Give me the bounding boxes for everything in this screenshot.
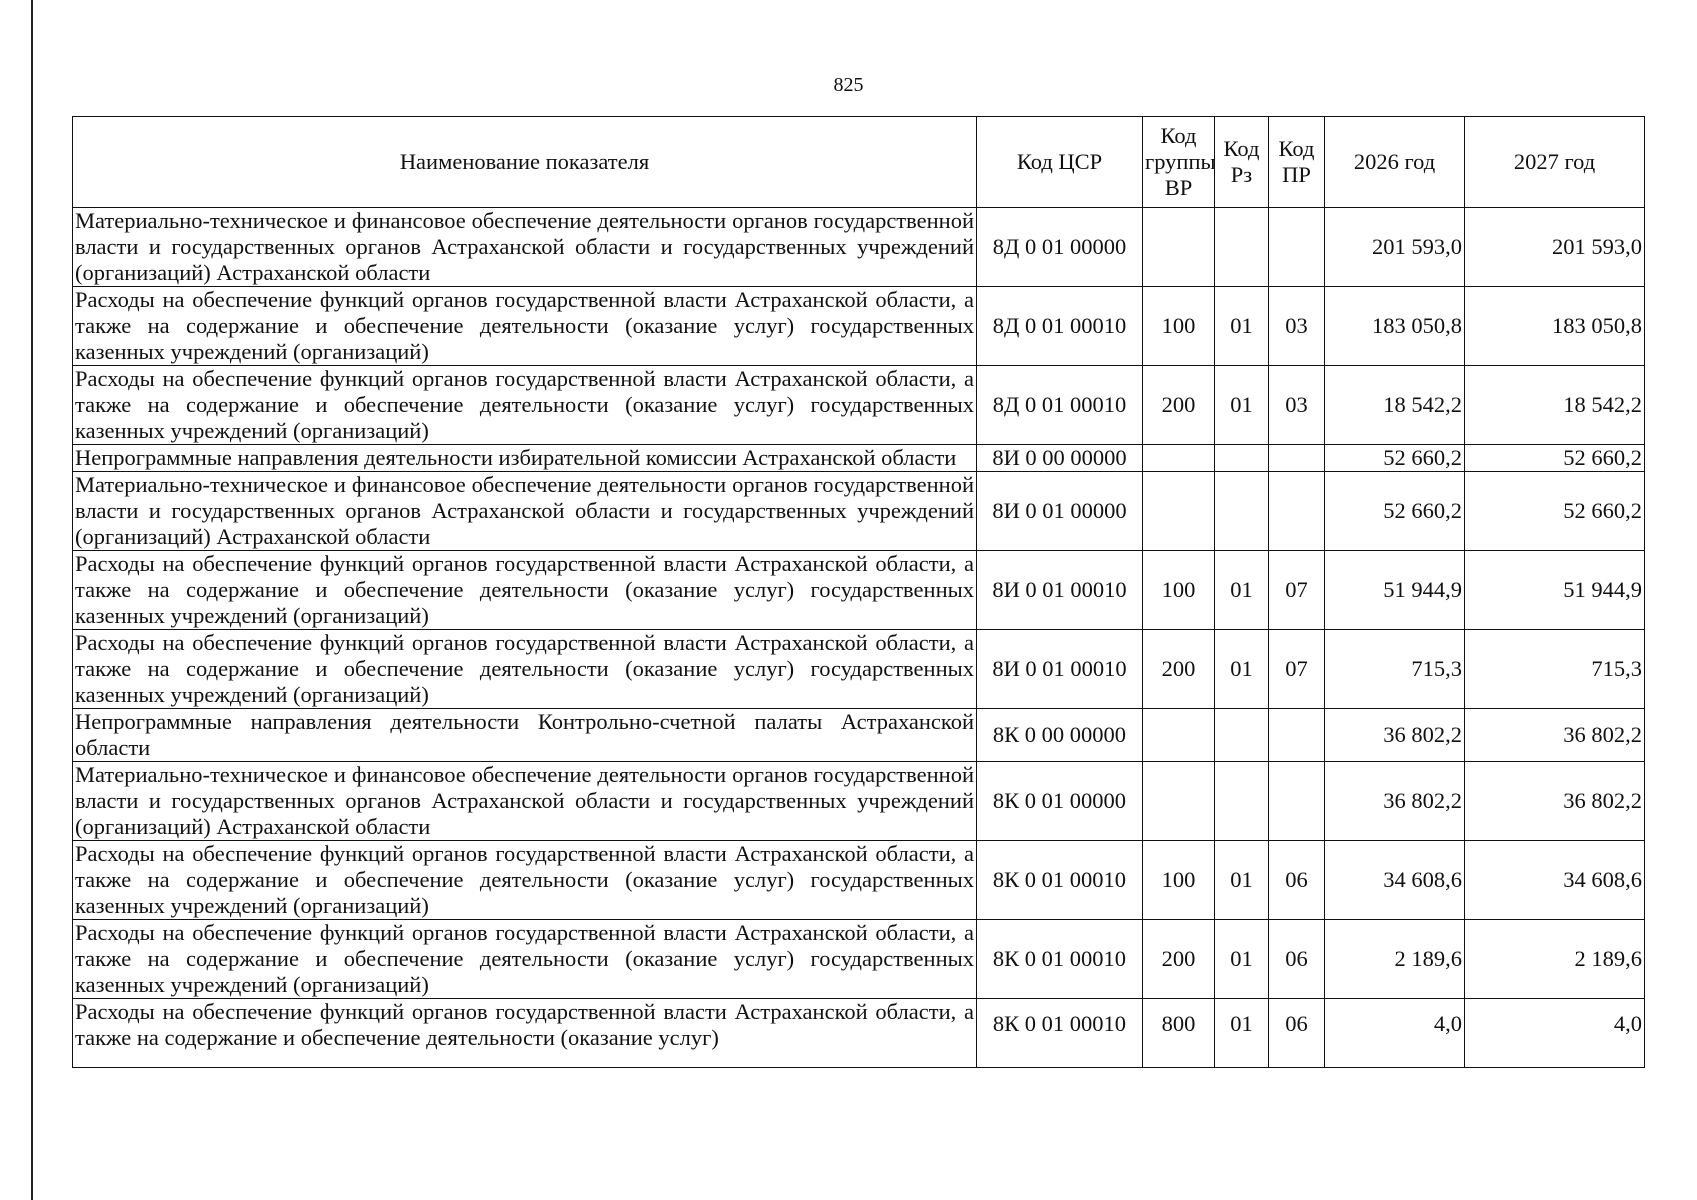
cell-csr: 8Д 0 01 00010 [977, 287, 1143, 366]
header-name: Наименование показателя [73, 117, 977, 208]
cell-pr: 06 [1269, 920, 1325, 999]
table-row [73, 762, 1645, 841]
table-row [73, 841, 1645, 920]
table-row [73, 630, 1645, 709]
cell-csr: 8И 0 01 00000 [977, 472, 1143, 551]
cell-vr [1143, 208, 1215, 287]
cell-vr: 100 [1143, 841, 1215, 920]
cell-2027: 36 802,2 [1465, 709, 1645, 762]
table-row [73, 551, 1645, 630]
cell-rz [1215, 208, 1269, 287]
cell-2027: 52 660,2 [1465, 472, 1645, 551]
cell-csr: 8К 0 01 00010 [977, 920, 1143, 999]
cell-rz [1215, 762, 1269, 841]
cell-name: Материально-техническое и финансовое обеспечение деятельности органов государственной власти и государственных органов Астраханской области и государственных учреждений (организаций) Астраханской области [73, 472, 977, 551]
cell-2026: 51 944,9 [1325, 551, 1465, 630]
cell-vr [1143, 762, 1215, 841]
cell-csr: 8Д 0 01 00000 [977, 208, 1143, 287]
cell-pr [1269, 472, 1325, 551]
cell-pr: 06 [1269, 841, 1325, 920]
cell-rz: 01 [1215, 630, 1269, 709]
cell-rz [1215, 472, 1269, 551]
cell-vr: 100 [1143, 551, 1215, 630]
cell-name: Материально-техническое и финансовое обеспечение деятельности органов государственной власти и государственных органов Астраханской области и государственных учреждений (организаций) Астраханской области [73, 208, 977, 287]
cell-2026: 52 660,2 [1325, 445, 1465, 472]
cell-name: Расходы на обеспечение функций органов государственной власти Астраханской области, а также на содержание и обеспечение деятельности (оказание услуг) государственных казенных учреждений (организаций) [73, 920, 977, 999]
cell-pr [1269, 208, 1325, 287]
cell-pr: 03 [1269, 287, 1325, 366]
budget-table [72, 116, 1645, 1068]
cell-2026: 18 542,2 [1325, 366, 1465, 445]
header-rz: Код Рз [1215, 117, 1269, 208]
table-row [73, 445, 1645, 472]
cell-2027: 51 944,9 [1465, 551, 1645, 630]
cell-rz: 01 [1215, 287, 1269, 366]
cell-vr: 100 [1143, 287, 1215, 366]
cell-name: Расходы на обеспечение функций органов государственной власти Астраханской области, а также на содержание и обеспечение деятельности (оказание услуг) государственных казенных учреждений (организаций) [73, 630, 977, 709]
table-body [73, 208, 1645, 1068]
cell-name: Расходы на обеспечение функций органов государственной власти Астраханской области, а также на содержание и обеспечение деятельности (оказание услуг) государственных казенных учреждений (организаций) [73, 551, 977, 630]
cell-pr: 07 [1269, 630, 1325, 709]
cell-csr: 8И 0 00 00000 [977, 445, 1143, 472]
cell-vr [1143, 445, 1215, 472]
cell-name: Расходы на обеспечение функций органов государственной власти Астраханской области, а также на содержание и обеспечение деятельности (оказание услуг) государственных казенных учреждений (организаций) [73, 287, 977, 366]
cell-2026: 201 593,0 [1325, 208, 1465, 287]
header-pr: Код ПР [1269, 117, 1325, 208]
cell-csr: 8К 0 00 00000 [977, 709, 1143, 762]
cell-pr: 03 [1269, 366, 1325, 445]
cell-pr: 06 [1269, 999, 1325, 1068]
cell-2026: 34 608,6 [1325, 841, 1465, 920]
cell-2027: 18 542,2 [1465, 366, 1645, 445]
cell-csr: 8К 0 01 00000 [977, 762, 1143, 841]
cell-2026: 4,0 [1325, 999, 1465, 1068]
cell-name: Расходы на обеспечение функций органов государственной власти Астраханской области, а также на содержание и обеспечение деятельности (оказание услуг) [73, 999, 977, 1068]
cell-2027: 52 660,2 [1465, 445, 1645, 472]
cell-vr: 200 [1143, 630, 1215, 709]
cell-name: Расходы на обеспечение функций органов государственной власти Астраханской области, а также на содержание и обеспечение деятельности (оказание услуг) государственных казенных учреждений (организаций) [73, 366, 977, 445]
binding-line [31, 0, 33, 1200]
cell-pr [1269, 445, 1325, 472]
cell-rz: 01 [1215, 841, 1269, 920]
cell-2027: 4,0 [1465, 999, 1645, 1068]
cell-csr: 8И 0 01 00010 [977, 551, 1143, 630]
cell-rz: 01 [1215, 999, 1269, 1068]
cell-vr: 200 [1143, 366, 1215, 445]
cell-2027: 34 608,6 [1465, 841, 1645, 920]
page-number: 825 [833, 74, 864, 96]
cell-2026: 183 050,8 [1325, 287, 1465, 366]
table-row [73, 472, 1645, 551]
cell-csr: 8Д 0 01 00010 [977, 366, 1143, 445]
cell-rz: 01 [1215, 920, 1269, 999]
table-row [73, 287, 1645, 366]
table-row [73, 208, 1645, 287]
cell-rz [1215, 445, 1269, 472]
cell-name: Материально-техническое и финансовое обеспечение деятельности органов государственной власти и государственных органов Астраханской области и государственных учреждений (организаций) Астраханской области [73, 762, 977, 841]
table-row [73, 366, 1645, 445]
table-row [73, 709, 1645, 762]
cell-2027: 715,3 [1465, 630, 1645, 709]
cell-2027: 36 802,2 [1465, 762, 1645, 841]
cell-csr: 8К 0 01 00010 [977, 999, 1143, 1068]
cell-name: Непрограммные направления деятельности избирательной комиссии Астраханской области [73, 445, 977, 472]
cell-vr [1143, 472, 1215, 551]
cell-2027: 183 050,8 [1465, 287, 1645, 366]
cell-csr: 8И 0 01 00010 [977, 630, 1143, 709]
table-row [73, 999, 1645, 1068]
cell-vr: 200 [1143, 920, 1215, 999]
cell-2026: 715,3 [1325, 630, 1465, 709]
cell-rz: 01 [1215, 551, 1269, 630]
cell-csr: 8К 0 01 00010 [977, 841, 1143, 920]
cell-2026: 2 189,6 [1325, 920, 1465, 999]
cell-vr: 800 [1143, 999, 1215, 1068]
header-csr: Код ЦСР [977, 117, 1143, 208]
cell-2027: 201 593,0 [1465, 208, 1645, 287]
header-2026: 2026 год [1325, 117, 1465, 208]
cell-pr [1269, 709, 1325, 762]
cell-name: Непрограммные направления деятельности Контрольно-счетной палаты Астраханской области [73, 709, 977, 762]
cell-rz: 01 [1215, 366, 1269, 445]
cell-pr: 07 [1269, 551, 1325, 630]
cell-rz [1215, 709, 1269, 762]
cell-name: Расходы на обеспечение функций органов государственной власти Астраханской области, а также на содержание и обеспечение деятельности (оказание услуг) государственных казенных учреждений (организаций) [73, 841, 977, 920]
table-row [73, 920, 1645, 999]
cell-2027: 2 189,6 [1465, 920, 1645, 999]
cell-2026: 52 660,2 [1325, 472, 1465, 551]
cell-vr [1143, 709, 1215, 762]
cell-2026: 36 802,2 [1325, 762, 1465, 841]
table-header-row [73, 117, 1645, 208]
cell-pr [1269, 762, 1325, 841]
header-vr: Код группы ВР [1143, 117, 1215, 208]
header-2027: 2027 год [1465, 117, 1645, 208]
cell-2026: 36 802,2 [1325, 709, 1465, 762]
